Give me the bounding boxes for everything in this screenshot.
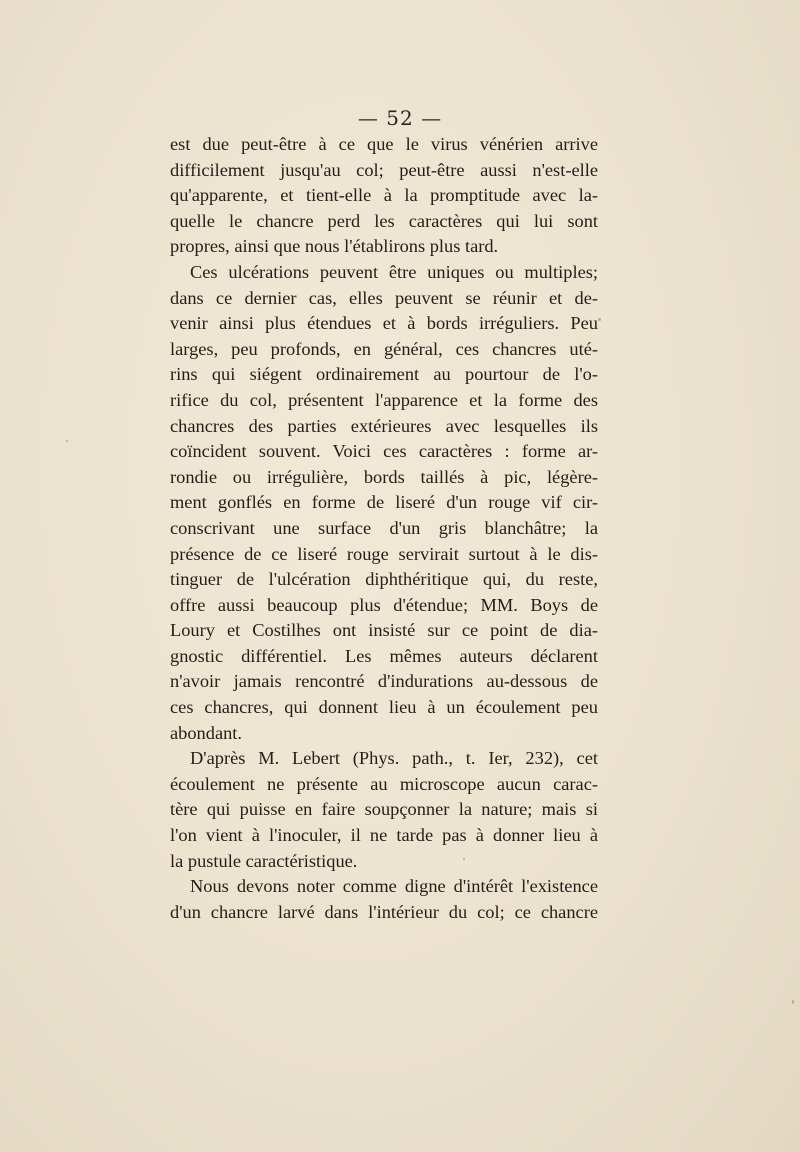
- text-line: ment gonflés en forme de liseré d'un rouge vif cir-: [170, 492, 598, 513]
- text-line: D'après M. Lebert (Phys. path., t. Ier, 232), cet: [190, 748, 598, 769]
- text-line: d'un chancre larvé dans l'intérieur du col; ce chancre: [170, 901, 598, 922]
- text-line: ces chancres, qui donnent lieu à un écoulement peu: [170, 697, 598, 718]
- text-line: écoulement ne présente au microscope aucun carac-: [170, 773, 598, 794]
- text-line: chancres des parties extérieures avec lesquelles ils: [170, 415, 598, 436]
- text-line: tinguer de l'ulcération diphthéritique qui, du reste,: [170, 569, 598, 590]
- text-line: est due peut-être à ce que le virus vénérien arrive: [170, 134, 598, 154]
- text-line: l'on vient à l'inoculer, il ne tarde pas à donner lieu à: [170, 825, 598, 846]
- text-line: rins qui siégent ordinairement au pourtour de l'o-: [170, 364, 598, 385]
- text-line: abondant.: [170, 722, 243, 743]
- text-line: offre aussi beaucoup plus d'étendue; MM. Boys de: [170, 594, 598, 615]
- page-number: — 52 —: [357, 106, 443, 130]
- text-line: dans ce dernier cas, elles peuvent se réunir et de-: [170, 287, 598, 308]
- paper-speck: [463, 858, 465, 860]
- text-line: Nous devons noter comme digne d'intérêt l'existence: [190, 876, 598, 897]
- text-line: la pustule caractéristique.: [170, 850, 358, 871]
- paper-speck: [66, 440, 68, 442]
- text-line: coïncident souvent. Voici ces caractères : forme ar-: [170, 441, 598, 462]
- text-line: gnostic différentiel. Les mêmes auteurs déclarent: [170, 645, 598, 666]
- text-line: conscrivant une surface d'un gris blanchâtre; la: [170, 517, 598, 538]
- paper-speck: [792, 1000, 794, 1004]
- text-line: Loury et Costilhes ont insisté sur ce point de dia-: [170, 620, 598, 641]
- text-line: propres, ainsi que nous l'établirons plus tard.: [170, 236, 499, 257]
- paper-speck: [598, 318, 601, 321]
- text-line: larges, peu profonds, en général, ces chancres uté-: [170, 338, 598, 359]
- text-line: tère qui puisse en faire soupçonner la nature; mais si: [170, 799, 598, 820]
- body-text: [170, 132, 598, 925]
- text-line: présence de ce liseré rouge servirait surtout à le dis-: [170, 543, 598, 564]
- text-line: n'avoir jamais rencontré d'indurations au-dessous de: [170, 671, 598, 692]
- text-line: rondie ou irrégulière, bords taillés à pic, légère-: [170, 466, 598, 487]
- text-line: qu'apparente, et tient-elle à la promptitude avec la-: [170, 185, 598, 206]
- text-line: Ces ulcérations peuvent être uniques ou multiples;: [190, 261, 598, 282]
- text-line: venir ainsi plus étendues et à bords irréguliers. Peu: [170, 313, 598, 334]
- text-line: rifice du col, présentent l'apparence et la forme des: [170, 389, 598, 410]
- text-line: quelle le chancre perd les caractères qui lui sont: [170, 210, 598, 231]
- text-line: difficilement jusqu'au col; peut-être aussi n'est-elle: [170, 159, 598, 180]
